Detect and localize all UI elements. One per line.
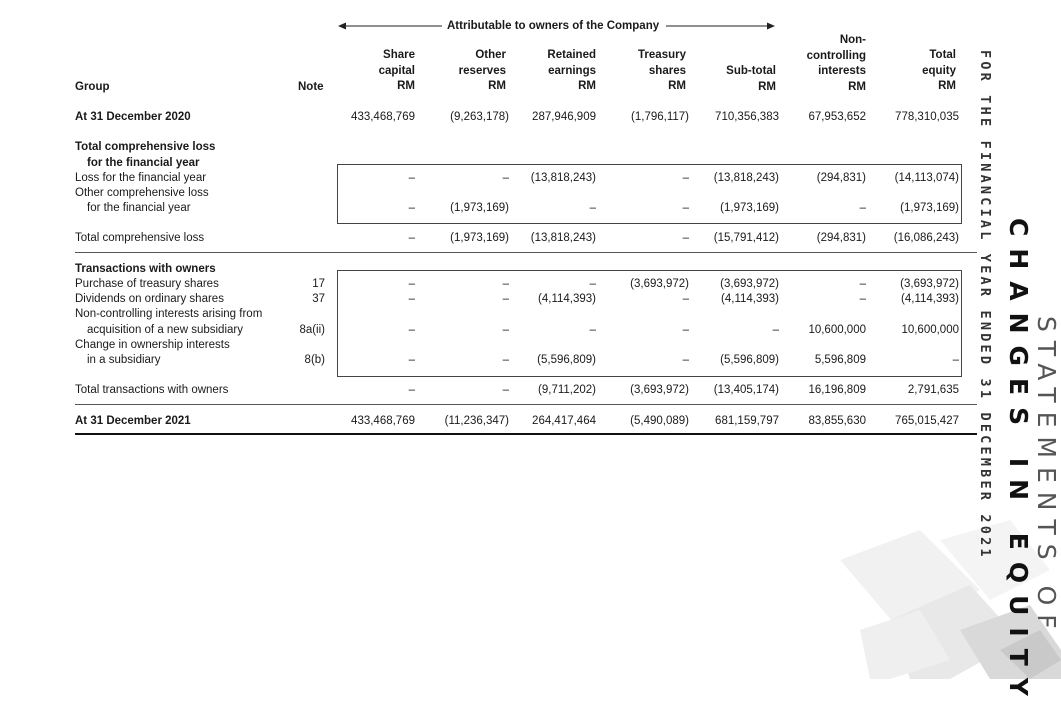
cell-nci-acq-sub-total: – (772, 324, 779, 336)
cell-change-retained-earnings: (5,596,809) (537, 354, 596, 366)
note-change: 8(b) (304, 354, 325, 366)
cell-at-2021-sub-total: 681,159,797 (715, 415, 779, 427)
cell-at-2021-retained-earnings: 264,417,464 (532, 415, 596, 427)
cell-treasury-nci: – (859, 278, 866, 290)
cell-treasury-other-reserves: – (502, 278, 509, 290)
sidebar-prefix: STATEMENTS OF (1032, 316, 1061, 638)
cell-tcl-total-other-reserves: (1,973,169) (450, 232, 509, 244)
cell-at-2020-sub-total: 710,356,383 (715, 111, 779, 123)
row-label-change: Change in ownership interests (75, 339, 230, 351)
cell-tw-total-share-capital: – (408, 384, 415, 396)
cell-nci-acq-share-capital: – (408, 324, 415, 336)
row-label-oci: Other comprehensive loss (75, 187, 209, 199)
col-header-share-capital: Share capital RM (378, 49, 415, 92)
note-treasury: 17 (312, 278, 325, 290)
cell-nci-acq-nci: 10,600,000 (808, 324, 866, 336)
note-header: Note (298, 81, 324, 93)
cell-loss-treasury-shares: – (682, 172, 689, 184)
cell-change-treasury-shares: – (682, 354, 689, 366)
cell-tcl-total-total-equity: (16,086,243) (893, 232, 959, 244)
cell-dividends-nci: – (859, 293, 866, 305)
cell-change-other-reserves: – (502, 354, 509, 366)
cell-treasury-share-capital: – (408, 278, 415, 290)
cell-tw-total-retained-earnings: (9,711,202) (538, 384, 596, 396)
cell-loss-retained-earnings: (13,818,243) (530, 172, 596, 184)
cell-loss-nci: (294,831) (816, 172, 866, 184)
sidebar-subtitle: FOR THE FINANCIAL YEAR ENDED 31 DECEMBER 2021 (977, 50, 993, 560)
cell-loss-sub-total: (13,818,243) (713, 172, 779, 184)
col-header-retained-earnings: Retained earnings RM (547, 49, 596, 92)
cell-at-2020-total-equity: 778,310,035 (895, 111, 959, 123)
tcl-box (337, 164, 962, 224)
cell-oci-other-reserves: (1,973,169) (450, 202, 509, 214)
note-nci-acq: 8a(ii) (299, 324, 325, 336)
cell-oci-sub-total: (1,973,169) (720, 202, 779, 214)
cell-loss-other-reserves: – (502, 172, 509, 184)
row-label-tw-heading: Transactions with owners (75, 263, 216, 275)
cell-nci-acq-other-reserves: – (502, 324, 509, 336)
cell-at-2020-nci: 67,953,652 (808, 111, 866, 123)
attributable-label: Attributable to owners of the Company (447, 20, 660, 32)
cell-dividends-share-capital: – (408, 293, 415, 305)
cell-tcl-total-treasury-shares: – (682, 232, 689, 244)
cell-tw-total-nci: 16,196,809 (808, 384, 866, 396)
col-header-total-equity: Total equity RM (922, 49, 956, 92)
col-header-treasury-shares: Treasury shares RM (638, 49, 686, 92)
cell-at-2021-share-capital: 433,468,769 (351, 415, 415, 427)
row-label-tcl-heading-2: for the financial year (87, 157, 200, 169)
cell-at-2020-share-capital: 433,468,769 (351, 111, 415, 123)
cell-oci-treasury-shares: – (682, 202, 689, 214)
rule-tcl-total (75, 252, 977, 253)
tw-box (337, 270, 962, 377)
cell-oci-retained-earnings: – (589, 202, 596, 214)
cell-nci-acq-treasury-shares: – (682, 324, 689, 336)
rule-tw-total (75, 404, 977, 405)
cell-at-2020-other-reserves: (9,263,178) (450, 111, 509, 123)
cell-tcl-total-share-capital: – (408, 232, 415, 244)
cell-dividends-sub-total: (4,114,393) (721, 293, 779, 305)
cell-tcl-total-sub-total: (15,791,412) (713, 232, 779, 244)
cell-tw-total-sub-total: (13,405,174) (713, 384, 779, 396)
cell-at-2021-treasury-shares: (5,490,089) (630, 415, 689, 427)
row-label-tw-total: Total transactions with owners (75, 384, 229, 396)
row-label-at-2021: At 31 December 2021 (75, 415, 191, 427)
cell-at-2021-other-reserves: (11,236,347) (444, 415, 509, 427)
row-label-tcl-heading: Total comprehensive loss (75, 141, 216, 153)
row-label-loss: Loss for the financial year (75, 172, 207, 184)
row-label-tcl-total: Total comprehensive loss (75, 232, 205, 244)
cell-dividends-treasury-shares: – (682, 293, 689, 305)
cell-oci-nci: – (859, 202, 866, 214)
row-label-treasury: Purchase of treasury shares (75, 278, 219, 290)
row-label-oci-2: for the financial year (87, 202, 191, 214)
cell-change-total-equity: – (952, 354, 959, 366)
rule-final (75, 433, 977, 435)
cell-oci-total-equity: (1,973,169) (900, 202, 959, 214)
cell-treasury-sub-total: (3,693,972) (720, 278, 779, 290)
cell-change-sub-total: (5,596,809) (720, 354, 779, 366)
cell-nci-acq-retained-earnings: – (589, 324, 596, 336)
cell-tw-total-total-equity: 2,791,635 (907, 384, 959, 396)
sidebar-title: CHANGES IN EQUITY (1004, 218, 1033, 708)
note-dividends: 37 (312, 293, 325, 305)
cell-dividends-other-reserves: – (502, 293, 509, 305)
row-label-at-2020: At 31 December 2020 (75, 111, 191, 123)
cell-at-2020-retained-earnings: 287,946,909 (532, 111, 596, 123)
cell-treasury-retained-earnings: – (589, 278, 596, 290)
cell-at-2021-nci: 83,855,630 (808, 415, 866, 427)
cell-at-2020-treasury-shares: (1,796,117) (631, 111, 689, 123)
cell-tw-total-treasury-shares: (3,693,972) (630, 384, 689, 396)
cell-tcl-total-retained-earnings: (13,818,243) (530, 232, 596, 244)
cell-dividends-total-equity: (4,114,393) (901, 293, 959, 305)
row-label-nci-acq: Non-controlling interests arising from (75, 308, 263, 320)
group-header: Group (75, 81, 110, 93)
col-header-non-controlling-interests: Non- controlling interests RM (806, 34, 866, 93)
cell-at-2021-total-equity: 765,015,427 (895, 415, 959, 427)
cell-loss-total-equity: (14,113,074) (894, 172, 959, 184)
cell-tcl-total-nci: (294,831) (816, 232, 866, 244)
cell-loss-share-capital: – (408, 172, 415, 184)
cell-treasury-treasury-shares: (3,693,972) (630, 278, 689, 290)
cell-treasury-total-equity: (3,693,972) (900, 278, 959, 290)
cell-oci-share-capital: – (408, 202, 415, 214)
cell-change-share-capital: – (408, 354, 415, 366)
col-header-other-reserves: Other reserves RM (458, 49, 506, 92)
cell-change-nci: 5,596,809 (814, 354, 866, 366)
row-label-change-2: in a subsidiary (87, 354, 161, 366)
cell-dividends-retained-earnings: (4,114,393) (538, 293, 596, 305)
row-label-dividends: Dividends on ordinary shares (75, 293, 224, 305)
col-header-sub-total: Sub-total RM (726, 65, 776, 93)
cell-tw-total-other-reserves: – (502, 384, 509, 396)
row-label-nci-acq-2: acquisition of a new subsidiary (87, 324, 243, 336)
cell-nci-acq-total-equity: 10,600,000 (901, 324, 959, 336)
